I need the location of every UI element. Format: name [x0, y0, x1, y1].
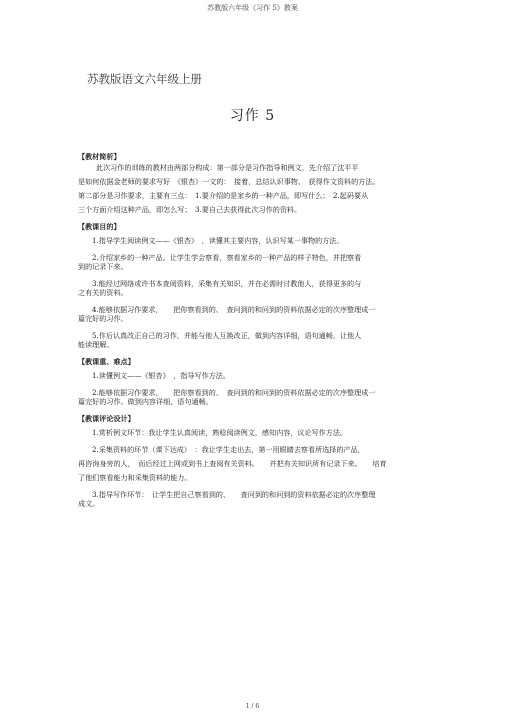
page-title: 习作 5 [229, 108, 276, 124]
page-number: 1 / 6 [245, 703, 260, 710]
design-item: 2.采集资料的环节（课下达成） ：我让学生走出去，第一用眼睛去察看所选择的产品， [92, 445, 365, 454]
section-heading-analysis: 【教材简析】 [78, 152, 121, 161]
subject-heading: 苏教版语文六年级上册 [87, 72, 202, 86]
section-heading-keypoints: 【教课重、难点】 [78, 357, 135, 366]
analysis-line: 第二部分是习作要求，主要有三点： 1.要介绍的是家乡的一种产品，即写什么； 2.起码要从 [78, 191, 369, 200]
goal-item-cont: 能读理解。 [78, 340, 114, 349]
keypoint-item: 1.读懂例文——《银杏》 ，指导写作方法。 [92, 371, 230, 380]
design-item: 1.赏析例文环节：我让学生认真阅读，熟稔阅读例文，感知内容，议论写作方法。 [92, 428, 348, 437]
section-heading-goals: 【教课目的】 [78, 222, 121, 231]
goal-item-cont: 篇完好的习作。 [78, 314, 128, 323]
design-item-cont: 再咨询身旁的人， 而后经过上网或到书上查阅有关资料。 并把有关知识所有记录下来。 培育 [78, 459, 387, 468]
keypoint-item-cont: 篇完好的习作。做到内容详细，语句通畅。 [78, 397, 213, 406]
goal-item: 1.指导学生阅读例文——《银杏》 ，读懂其主要内容，认识写某一事物的方法。 [92, 236, 344, 245]
goal-item: 5.作后认真改正自己的习作，并能与他人互换改正，做到内容详细，语句通畅，让他人 [92, 331, 362, 340]
keypoint-item: 2.能够依据习作要求， 把你察看到的、 查问到的和问到的资料依据必定的次序整理成一 [92, 388, 376, 397]
analysis-line: 此次习作的训练的教材由两部分构成：第一部分是习作指导和例文，先介绍了沈平平 [96, 163, 359, 172]
document-body [78, 152, 433, 508]
goal-item-cont: 到的记录下来。 [78, 262, 128, 271]
design-item-cont: 了他们察看能力和采集资料的能力。 [78, 473, 192, 482]
goal-item: 3.能经过网络或许书本查阅资料，采集有关知识，并在必需时讨教他人，获得更多的与 [92, 279, 362, 288]
goal-item: 2.介绍家乡的一种产品。让学生学会察看，察看家乡的一种产品的样子特色，并把察看 [92, 253, 362, 262]
goal-item: 4.能够依据习作要求， 把你察看到的、 查问到的和问到的资料依据必定的次序整理成一 [92, 305, 376, 314]
design-item: 3.指导写作环节： 让学生把自己察看到的、 查问到的和问到的资料依据必定的次序整理 [92, 490, 376, 499]
page-header: 苏教版六年级《习作 5》教案 [207, 4, 298, 12]
analysis-line: 是如何依据金老师的要求写好 《银杏》一文的： 接着，总结认识事物、 获得作文资料的方法。 [78, 177, 380, 186]
goal-item-cont: 之有关的资料。 [78, 288, 128, 297]
section-heading-design: 【教课评论设计】 [78, 414, 135, 423]
design-item-cont: 成文。 [78, 499, 100, 508]
analysis-line: 三个方面介绍这种产品，即怎么写； 3.要自己去获得此次习作的资料。 [78, 205, 302, 214]
